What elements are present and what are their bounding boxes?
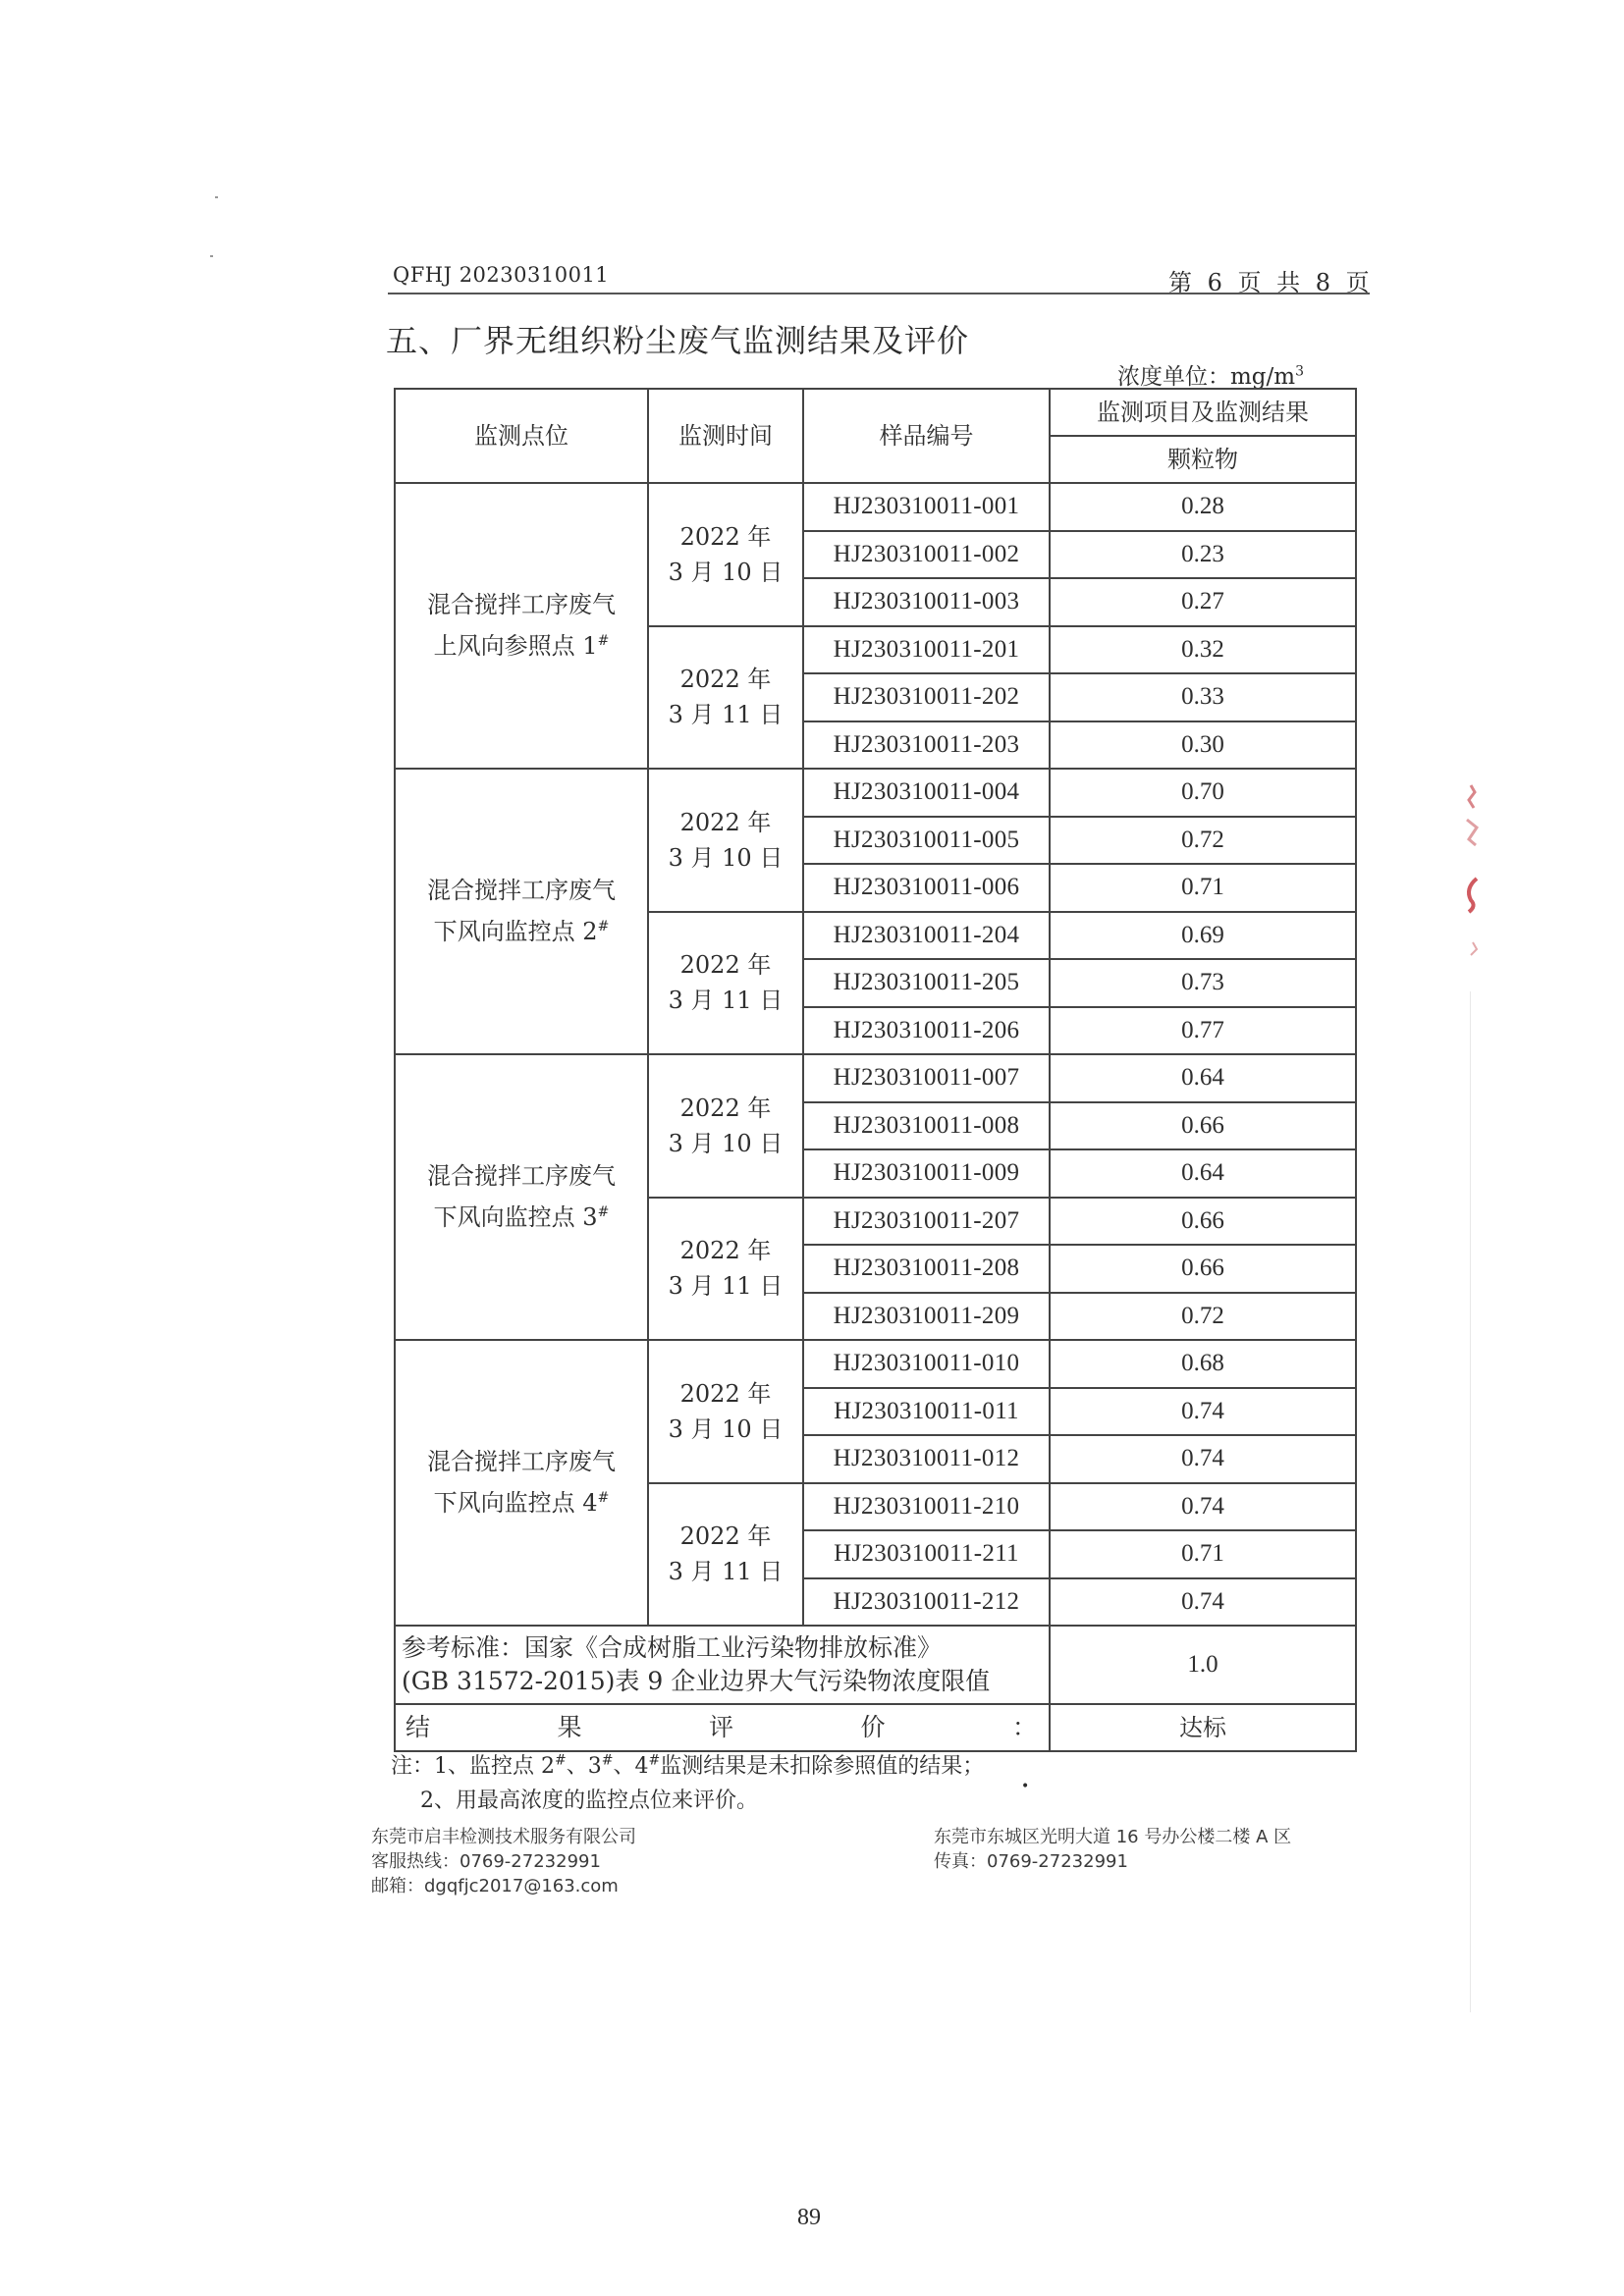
sample-id-cell: HJ230310011-212 bbox=[803, 1578, 1050, 1627]
header-pollutant: 颗粒物 bbox=[1050, 436, 1356, 483]
location-cell: 混合搅拌工序废气 上风向参照点 1# bbox=[395, 483, 648, 769]
seal-stamp-fragment bbox=[1457, 780, 1481, 987]
sample-id-cell: HJ230310011-206 bbox=[803, 1007, 1050, 1055]
sample-id-cell: HJ230310011-204 bbox=[803, 912, 1050, 960]
sample-id-cell: HJ230310011-209 bbox=[803, 1293, 1050, 1341]
date-cell: 2022 年 3 月 11 日 bbox=[648, 626, 803, 770]
scan-edge bbox=[1470, 991, 1471, 2012]
value-cell: 0.27 bbox=[1050, 578, 1356, 626]
value-cell: 0.33 bbox=[1050, 673, 1356, 721]
footer-email: 邮箱：dgqfjc2017@163.com bbox=[371, 1876, 619, 1896]
value-cell: 0.69 bbox=[1050, 912, 1356, 960]
table-row bbox=[395, 769, 1356, 817]
sample-id-cell: HJ230310011-003 bbox=[803, 578, 1050, 626]
footer-company: 东莞市启丰检测技术服务有限公司 bbox=[371, 1827, 636, 1847]
table-row bbox=[395, 483, 1356, 531]
footer-hotline: 客服热线：0769-27232991 bbox=[371, 1851, 601, 1872]
date-cell: 2022 年 3 月 10 日 bbox=[648, 1054, 803, 1198]
page-info: 第 6 页 共 8 页 bbox=[1168, 269, 1374, 296]
unit-label: 浓度单位：$mg/m^3$ bbox=[1117, 363, 1305, 390]
header-location: 监测点位 bbox=[395, 389, 648, 483]
sample-id-cell: HJ230310011-012 bbox=[803, 1435, 1050, 1483]
value-cell: 0.77 bbox=[1050, 1007, 1356, 1055]
value-cell: 0.66 bbox=[1050, 1102, 1356, 1150]
value-cell: 0.30 bbox=[1050, 721, 1356, 770]
sample-id-cell: HJ230310011-207 bbox=[803, 1198, 1050, 1246]
date-cell: 2022 年 3 月 11 日 bbox=[648, 1198, 803, 1341]
sample-id-cell: HJ230310011-205 bbox=[803, 959, 1050, 1007]
location-cell: 混合搅拌工序废气 下风向监控点 2# bbox=[395, 769, 648, 1054]
sample-id-cell: HJ230310011-211 bbox=[803, 1530, 1050, 1578]
value-cell: 0.74 bbox=[1050, 1388, 1356, 1436]
sample-id-cell: HJ230310011-004 bbox=[803, 769, 1050, 817]
header-sample-no: 样品编号 bbox=[803, 389, 1050, 483]
location-cell: 混合搅拌工序废气 下风向监控点 4# bbox=[395, 1340, 648, 1626]
value-cell: 0.64 bbox=[1050, 1149, 1356, 1198]
location-cell: 混合搅拌工序废气 下风向监控点 3# bbox=[395, 1054, 648, 1340]
scan-speck bbox=[210, 255, 213, 257]
value-cell: 0.23 bbox=[1050, 531, 1356, 579]
reference-limit: 1.0 bbox=[1050, 1626, 1356, 1704]
scan-mark: • bbox=[1021, 1779, 1030, 1794]
header-item-result: 监测项目及监测结果 bbox=[1050, 389, 1356, 436]
header-time: 监测时间 bbox=[648, 389, 803, 483]
value-cell: 0.70 bbox=[1050, 769, 1356, 817]
value-cell: 0.66 bbox=[1050, 1198, 1356, 1246]
note-1: 注：1、监控点 2#、3#、4#监测结果是未扣除参照值的结果； bbox=[391, 1752, 985, 1779]
table-row bbox=[395, 1340, 1356, 1388]
scan-speck bbox=[215, 196, 218, 198]
date-cell: 2022 年 3 月 11 日 bbox=[648, 1483, 803, 1627]
sample-id-cell: HJ230310011-008 bbox=[803, 1102, 1050, 1150]
date-cell: 2022 年 3 月 10 日 bbox=[648, 1340, 803, 1483]
sample-id-cell: HJ230310011-011 bbox=[803, 1388, 1050, 1436]
sample-id-cell: HJ230310011-208 bbox=[803, 1245, 1050, 1293]
note-2: 2、用最高浓度的监控点位来评价。 bbox=[420, 1789, 758, 1813]
report-number: QFHJ 20230310011 bbox=[393, 263, 610, 287]
value-cell: 0.64 bbox=[1050, 1054, 1356, 1102]
sample-id-cell: HJ230310011-007 bbox=[803, 1054, 1050, 1102]
value-cell: 0.72 bbox=[1050, 817, 1356, 865]
section-title: 五、厂界无组织粉尘废气监测结果及评价 bbox=[386, 322, 970, 359]
sample-id-cell: HJ230310011-006 bbox=[803, 864, 1050, 912]
value-cell: 0.68 bbox=[1050, 1340, 1356, 1388]
footer-fax: 传真：0769-27232991 bbox=[934, 1851, 1128, 1872]
sample-id-cell: HJ230310011-201 bbox=[803, 626, 1050, 674]
page-number: 89 bbox=[797, 2205, 821, 2230]
value-cell: 0.71 bbox=[1050, 1530, 1356, 1578]
sample-id-cell: HJ230310011-210 bbox=[803, 1483, 1050, 1531]
value-cell: 0.74 bbox=[1050, 1578, 1356, 1627]
value-cell: 0.74 bbox=[1050, 1483, 1356, 1531]
date-cell: 2022 年 3 月 10 日 bbox=[648, 769, 803, 912]
results-body bbox=[395, 483, 1356, 1626]
date-cell: 2022 年 3 月 11 日 bbox=[648, 912, 803, 1055]
value-cell: 0.66 bbox=[1050, 1245, 1356, 1293]
conclusion-label: 结果评价： bbox=[395, 1704, 1050, 1751]
sample-id-cell: HJ230310011-002 bbox=[803, 531, 1050, 579]
sample-id-cell: HJ230310011-010 bbox=[803, 1340, 1050, 1388]
sample-id-cell: HJ230310011-005 bbox=[803, 817, 1050, 865]
sample-id-cell: HJ230310011-203 bbox=[803, 721, 1050, 770]
sample-id-cell: HJ230310011-202 bbox=[803, 673, 1050, 721]
header-rule bbox=[388, 293, 1370, 294]
reference-standard: 参考标准：国家《合成树脂工业污染物排放标准》 (GB 31572-2015)表 9 企业边界大气污染物浓度限值 bbox=[395, 1626, 1050, 1704]
value-cell: 0.32 bbox=[1050, 626, 1356, 674]
value-cell: 0.28 bbox=[1050, 483, 1356, 531]
sample-id-cell: HJ230310011-001 bbox=[803, 483, 1050, 531]
table-row bbox=[395, 1054, 1356, 1102]
value-cell: 0.71 bbox=[1050, 864, 1356, 912]
value-cell: 0.74 bbox=[1050, 1435, 1356, 1483]
date-cell: 2022 年 3 月 10 日 bbox=[648, 483, 803, 626]
results-table bbox=[394, 388, 1357, 1752]
conclusion-value: 达标 bbox=[1050, 1704, 1356, 1751]
value-cell: 0.73 bbox=[1050, 959, 1356, 1007]
value-cell: 0.72 bbox=[1050, 1293, 1356, 1341]
footer-address: 东莞市东城区光明大道 16 号办公楼二楼 A 区 bbox=[934, 1827, 1292, 1847]
sample-id-cell: HJ230310011-009 bbox=[803, 1149, 1050, 1198]
